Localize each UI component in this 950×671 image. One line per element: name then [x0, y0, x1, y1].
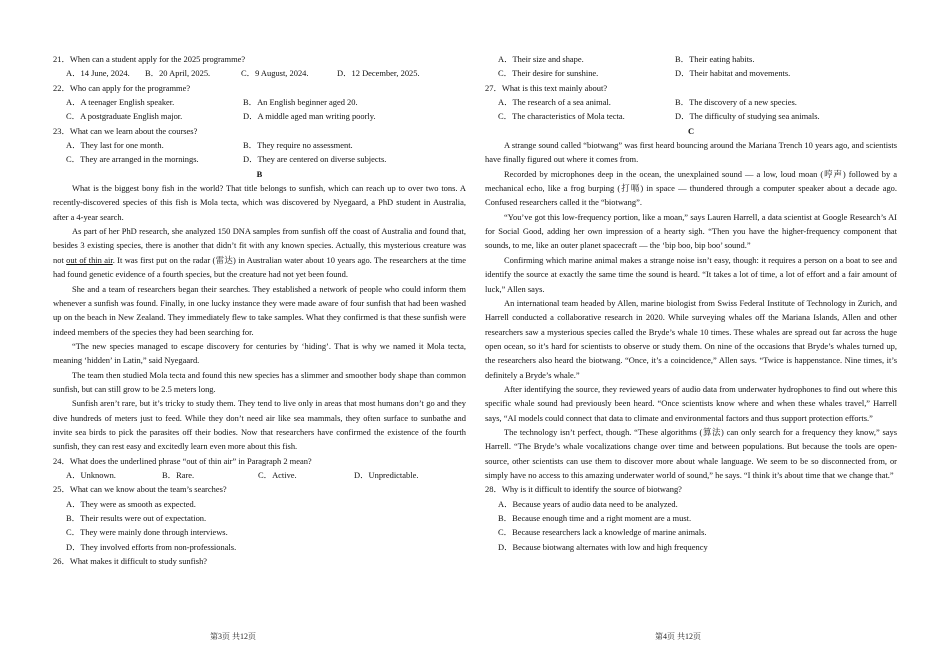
q22-option-d: D．A middle aged man writing poorly.: [243, 111, 376, 122]
passage-c-paragraph-6: After identifying the source, they reviewed years of audio data from underwater hydrophones to find out where this specific whale sound had previously been heard. “Once scientists know where and when these whales travel,” Harrell says, “AI models could connect that data to climate and environmental factors and thus support protection efforts.”: [485, 383, 897, 423]
question-22-options-row1: [53, 95, 466, 109]
q23-option-b: B．They require no assessment.: [243, 140, 353, 151]
question-23-options-row2: [53, 152, 466, 166]
q28-option-b: B．Because enough time and a right moment are a must.: [498, 513, 692, 523]
question-27-options-row1: [485, 95, 897, 109]
q21-option-c: C．9 August, 2024.: [241, 68, 309, 79]
passage-b-paragraph-1: What is the biggest bony fish in the world? That title belongs to sunfish, which can reach up to over two tons. A recently-discovered species of this fish is Mola tecta, which was discovered by Nyegaard, a PhD student in Australia, after a 4-year search.: [53, 183, 466, 222]
q26-option-a: A．Their size and shape.: [498, 54, 584, 64]
question-26-options-row2: [485, 66, 897, 80]
q21-option-d: D．12 December, 2025.: [337, 68, 420, 79]
left-column: [53, 52, 466, 568]
question-25-stem: 25．What can we know about the team’s searches?: [53, 484, 227, 495]
q26-option-c: C．Their desire for sunshine.: [498, 68, 599, 79]
q25-option-a: A．They were as smooth as expected.: [66, 498, 196, 509]
passage-c-paragraph-2: Recorded by microphones deep in the ocean, the unexplained sound — a low, loud moan (哼声) followed by a mechanical echo, like a frog burping (打嗝) in space — thundered through a computer speaker about a decade ago. Confused researchers called it the “biotwang”.: [485, 168, 897, 208]
passage-b-p2-text-before: As part of her PhD research, she analyzed 150 DNA samples from sunfish off the coast of Australia and found that, besides 3 existing species, there is another that didn’t fit with any known species. Actually, this mysterious creature was not: [53, 226, 466, 265]
q28-option-d: D．Because biotwang alternates with low and high frequency: [498, 541, 708, 552]
question-28-stem: 28．Why is it difficult to identify the source of biotwang?: [485, 484, 682, 495]
underlined-phrase: out of thin air: [66, 254, 113, 265]
q23-option-a: A．They last for one month.: [66, 140, 164, 151]
q23-option-d: D．They are centered on diverse subjects.: [243, 154, 387, 165]
question-22-stem: 22．Who can apply for the programme?: [53, 82, 191, 93]
passage-b-paragraph-4: “The new species managed to escape discovery for centuries by ‘hiding’. That is why we named it Mola tecta, meaning ‘hidden’ in Latin,” said Nyegaard.: [53, 340, 466, 366]
q21-option-a: A．14 June, 2024.: [66, 68, 130, 79]
question-27-options-row2: [485, 109, 897, 123]
passage-c-paragraph-5: An international team headed by Allen, marine biologist from Swiss Federal Institute of Technology in Zurich, and Harrell conducted a collaborative research in 2020. While surveying whales off the Mariana Islands, Allen and other researchers saw a mysterious species called the Bryde’s whale 10 times. These whales are spread out far across the huge open ocean, so it’s hard for scientists to observe or study them. On nine of the occasions that Bryde’s whales turned up, the researchers also heard the biotwang. “Once, it’s a coincidence,” Allen says. “Twice is happenstance. Nine times, it’s definitely a Bryde’s whale.”: [485, 297, 897, 380]
q22-option-a: A．A teenager English speaker.: [66, 97, 175, 108]
q25-option-b: B．Their results were out of expectation.: [66, 513, 207, 523]
question-23-stem: 23．What can we learn about the courses?: [53, 125, 198, 136]
q27-option-b: B．The discovery of a new species.: [675, 97, 797, 108]
passage-b-paragraph-5: The team then studied Mola tecta and found this new species has a slimmer and smoother body shape than common sunfish, but can still grow to be 2.5 meters long.: [53, 369, 466, 394]
q27-option-a: A．The research of a sea animal.: [498, 97, 611, 108]
passage-b-p2-text-after: . It was first put on the radar (雷达) in Australian water about 10 years ago. The researchers at the time had found genetic evidence of a fourth species, but the creature had not yet been found.: [53, 254, 466, 280]
question-21-stem: 21．When can a student apply for the 2025 programme?: [53, 54, 246, 64]
q23-option-c: C．They are arranged in the mornings.: [66, 154, 199, 165]
q24-option-d: D．Unpredictable.: [354, 469, 419, 480]
section-c-title: C: [687, 125, 695, 136]
question-24-options: [53, 468, 466, 482]
question-27-stem: 27．What is this text mainly about?: [485, 82, 608, 93]
page-footer-right: 第4页 共12页: [655, 632, 701, 641]
q24-option-b: B．Rare.: [162, 469, 195, 480]
q27-option-d: D．The difficulty of studying sea animals.: [675, 111, 820, 122]
section-b-title: B: [256, 168, 263, 179]
question-23-options-row1: [53, 138, 466, 152]
passage-b-paragraph-3: She and a team of researchers began their searches. They established a network of people who could inform them whenever a sunfish was found. Finally, in one lucky instance they were made aware of four sunfish that had been washed up on the beach in New Zealand. They immediately flew to take samples. What they confirmed is that these sunfish were indeed members of the species they had been searching for.: [53, 283, 466, 337]
q21-option-b: B．20 April, 2025.: [145, 68, 211, 79]
q24-option-c: C．Active.: [258, 469, 297, 480]
q28-option-a: A．Because years of audio data need to be analyzed.: [498, 498, 678, 509]
question-24-stem: 24．What does the underlined phrase “out of thin air” in Paragraph 2 mean?: [53, 455, 312, 466]
q28-option-c: C．Because researchers lack a knowledge of marine animals.: [498, 527, 707, 538]
q22-option-c: C．A postgraduate English major.: [66, 111, 183, 122]
question-22-options-row2: [53, 109, 466, 123]
question-26-stem: 26．What makes it difficult to study sunfish?: [53, 556, 208, 567]
passage-b-paragraph-6: Sunfish aren’t rare, but it’s tricky to study them. They tend to live only in areas that most humans don’t go and they dive hundreds of meters just to feed. While they don’t need air like sea mammals, they often surface to sunbathe and invite sea birds to pick the parasites off their bodies. Now that researchers have confirmed the existence of the fourth sunfish, they can rest easy and excitedly learn even more about this fish.: [53, 398, 466, 452]
q24-option-a: A．Unknown.: [66, 469, 116, 480]
right-column: [485, 52, 897, 554]
q26-option-b: B．Their eating habits.: [675, 54, 755, 64]
passage-c-paragraph-4: Confirming which marine animal makes a strange noise isn’t easy, though: it requires a person on a boat to see and identify the source at exactly the same time the sound is heard. “It takes a lot of time, a lot of effort and a fair amount of luck,” Allen says.: [485, 254, 897, 294]
page-footer-left: 第3页 共12页: [210, 632, 256, 641]
q27-option-c: C．The characteristics of Mola tecta.: [498, 111, 625, 122]
question-21-options: [53, 66, 466, 80]
q22-option-b: B．An English beginner aged 20.: [243, 97, 358, 108]
passage-c-paragraph-7: The technology isn’t perfect, though. “These algorithms (算法) can only search for a frequency they know,” says Harrell. “The Bryde’s whale vocalizations change over time and between populations. But because the tools are open-source, other scientists can use them to discover more about whale language. We seem to be so disconnected from, or simply have no access to this amazing underwater world of sound,” he says. “I think it’s about time that we change that.”: [485, 426, 897, 480]
passage-b-paragraph-2: [53, 224, 466, 281]
q25-option-c: C．They were mainly done through interviews.: [66, 527, 228, 538]
q25-option-d: D．They involved efforts from non-professionals.: [66, 541, 237, 552]
q26-option-d: D．Their habitat and movements.: [675, 68, 791, 79]
passage-c-paragraph-3: “You’ve got this low-frequency portion, like a moan,” says Lauren Harrell, a data scientist at Google Research’s AI for Social Good, adding her own impression of a hearty sigh. “Then you have the higher-frequency component that sounds, to me, like an outer planet spacecraft — the ‘bip boo, bip boo’ sound.”: [485, 211, 897, 251]
passage-c-paragraph-1: A strange sound called “biotwang” was first heard bouncing around the Mariana Trench 10 years ago, and scientists have finally figured out where it comes from.: [485, 140, 897, 165]
question-26-options-row1: [485, 52, 897, 66]
